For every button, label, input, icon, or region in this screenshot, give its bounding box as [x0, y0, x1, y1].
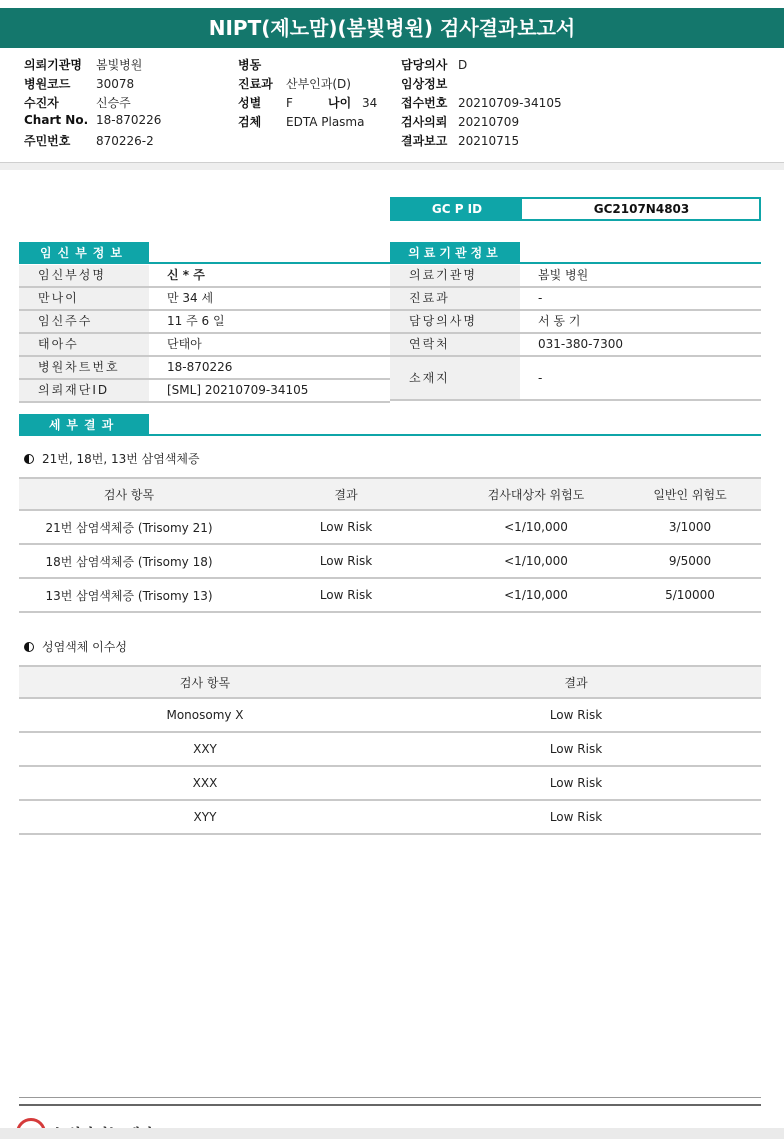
row-value: -	[538, 371, 543, 385]
institution-row-doctor	[390, 311, 761, 334]
value-receipt-no: 20210709-34105	[458, 96, 562, 110]
col-subject-risk: 검사대상자 위험도	[453, 478, 619, 510]
cell-result: Low Risk	[391, 766, 761, 800]
cell-test-item: XXX	[19, 766, 391, 800]
institution-row-name	[390, 265, 761, 288]
value-age: 34	[362, 96, 378, 110]
row-value: -	[538, 291, 543, 305]
value-institution: 봄빛병원	[96, 58, 143, 72]
cell-subject-risk: <1/10,000	[453, 544, 619, 578]
value-request-date: 20210709	[458, 115, 520, 129]
label-receipt-no: 접수번호	[401, 96, 448, 110]
row-value: 봄빛 병원	[538, 268, 589, 282]
row-value: 11 주 6 일	[167, 314, 225, 328]
footer-line-thin	[19, 1097, 761, 1098]
value-department: 산부인과(D)	[286, 77, 351, 91]
header-col3	[401, 56, 562, 151]
cell-result: Low Risk	[391, 800, 761, 834]
pregnant-row-age	[19, 288, 390, 311]
col-test-item: 검사 항목	[19, 666, 391, 698]
cell-test-item: Monosomy X	[19, 698, 391, 732]
half-circle-icon	[24, 454, 34, 464]
row-value: [SML] 20210709-34105	[167, 383, 309, 397]
institution-row-contact	[390, 334, 761, 357]
trisomy-table	[19, 477, 761, 613]
row-label: 진료과	[390, 288, 520, 309]
footer-line-thick	[19, 1104, 761, 1106]
cell-test-item: XYY	[19, 800, 391, 834]
cell-result: Low Risk	[239, 544, 453, 578]
value-resident-no: 870226-2	[96, 134, 154, 148]
cell-test-item: 13번 삼염색체증 (Trisomy 13)	[19, 578, 239, 612]
table-row	[19, 510, 761, 544]
cell-result: Low Risk	[391, 698, 761, 732]
pregnant-row-weeks	[19, 311, 390, 334]
pregnant-info-heading	[19, 242, 390, 264]
table-row	[19, 578, 761, 612]
cell-general-risk: 9/5000	[619, 544, 761, 578]
row-label: 의뢰재단ID	[19, 380, 149, 401]
value-report-date: 20210715	[458, 134, 520, 148]
label-doctor: 담당의사	[401, 58, 448, 72]
label-institution: 의뢰기관명	[24, 58, 82, 72]
sex-chrom-section-title	[24, 638, 127, 655]
details-tab: 세부결과	[19, 414, 149, 436]
row-label: 만나이	[19, 288, 149, 309]
institution-info-heading	[390, 242, 761, 264]
row-value: 만 34 세	[167, 291, 214, 305]
gcp-id-label: GC P ID	[392, 199, 522, 219]
cell-test-item: 18번 삼염색체증 (Trisomy 18)	[19, 544, 239, 578]
table-row	[19, 732, 761, 766]
cell-result: Low Risk	[239, 578, 453, 612]
trisomy-title-text: 21번, 18번, 13번 삼염색체증	[42, 452, 200, 466]
row-label: 임신주수	[19, 311, 149, 332]
label-chart-no: Chart No.	[24, 113, 89, 127]
institution-info-tab: 의료기관정보	[390, 242, 520, 264]
cell-subject-risk: <1/10,000	[453, 578, 619, 612]
label-patient: 수진자	[24, 96, 59, 110]
row-label: 태아수	[19, 334, 149, 355]
pregnant-row-name	[19, 265, 390, 288]
row-value: 단태아	[167, 337, 202, 351]
label-report-date: 결과보고	[401, 134, 448, 148]
value-doctor: D	[458, 58, 468, 72]
cell-result: Low Risk	[239, 510, 453, 544]
value-patient: 신승주	[96, 96, 131, 110]
half-circle-icon	[24, 642, 34, 652]
pregnant-row-fetus	[19, 334, 390, 357]
row-value: 18-870226	[167, 360, 233, 374]
label-resident-no: 주민번호	[24, 134, 71, 148]
trisomy-section-title	[24, 450, 200, 467]
cell-test-item: 21번 삼염색체증 (Trisomy 21)	[19, 510, 239, 544]
row-value: 031-380-7300	[538, 337, 624, 351]
sex-chrom-title-text: 성염색체 이수성	[42, 640, 127, 654]
cell-subject-risk: <1/10,000	[453, 510, 619, 544]
label-clinical-info: 임상정보	[401, 77, 448, 91]
label-request-date: 검사의뢰	[401, 115, 448, 129]
table-header-row	[19, 666, 761, 698]
gcp-id-value: GC2107N4803	[593, 202, 690, 216]
col-general-risk: 일반인 위험도	[619, 478, 761, 510]
row-label: 담당의사명	[390, 311, 520, 332]
row-value: 신 * 주	[167, 268, 205, 282]
row-label: 병원차트번호	[19, 357, 149, 378]
pregnant-row-chart	[19, 357, 390, 380]
sex-chrom-table	[19, 665, 761, 835]
cell-test-item: XXY	[19, 732, 391, 766]
pregnant-info-tab: 임신부정보	[19, 242, 149, 264]
value-chart-no: 18-870226	[96, 113, 162, 127]
institution-row-address	[390, 357, 761, 401]
cell-result: Low Risk	[391, 732, 761, 766]
row-value: 서 동 기	[538, 314, 581, 328]
bottom-strip	[0, 1128, 784, 1139]
col-result: 결과	[239, 478, 453, 510]
label-department: 진료과	[238, 77, 273, 91]
value-hospital-code: 30078	[96, 77, 135, 91]
cell-general-risk: 3/1000	[619, 510, 761, 544]
row-label: 소재지	[390, 357, 520, 399]
table-header-row	[19, 478, 761, 510]
details-heading	[19, 414, 761, 436]
row-label: 임신부성명	[19, 265, 149, 286]
cell-general-risk: 5/10000	[619, 578, 761, 612]
header-separator	[0, 162, 784, 170]
label-sex: 성별	[238, 96, 262, 110]
label-hospital-code: 병원코드	[24, 77, 71, 91]
value-sex: F	[286, 96, 293, 110]
row-label: 의료기관명	[390, 265, 520, 286]
label-specimen: 검체	[238, 115, 262, 129]
gcp-id-box	[390, 197, 761, 221]
header-col1	[24, 56, 161, 151]
institution-row-department	[390, 288, 761, 311]
table-row	[19, 800, 761, 834]
pregnant-row-foundation-id	[19, 380, 390, 403]
table-row	[19, 698, 761, 732]
report-title: NIPT(제노맘)(봄빛병원) 검사결과보고서	[0, 8, 784, 48]
col-result: 결과	[391, 666, 761, 698]
table-row	[19, 544, 761, 578]
header-col2	[238, 56, 377, 132]
row-label: 연락처	[390, 334, 520, 355]
value-specimen: EDTA Plasma	[286, 115, 365, 129]
label-age: 나이	[328, 96, 352, 110]
table-row	[19, 766, 761, 800]
col-test-item: 검사 항목	[19, 478, 239, 510]
label-ward: 병동	[238, 58, 262, 72]
